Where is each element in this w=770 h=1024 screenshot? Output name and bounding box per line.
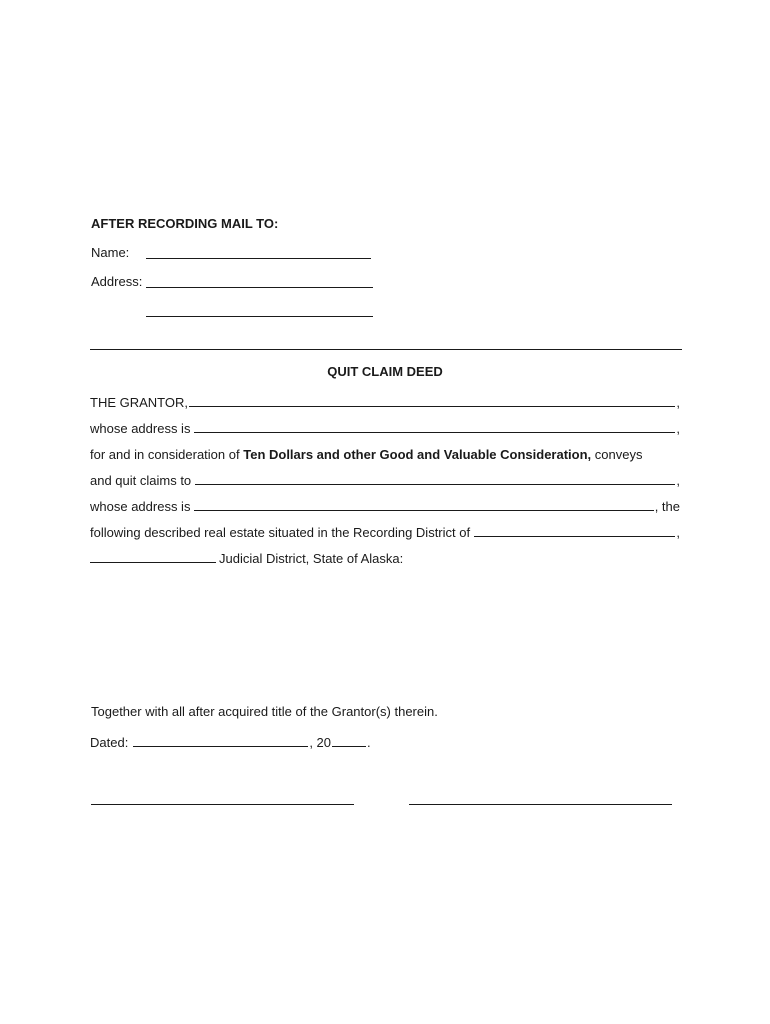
address-label: Address: bbox=[91, 274, 143, 289]
judicial-district-blank[interactable] bbox=[90, 562, 216, 563]
year-prefix: , 20 bbox=[309, 735, 331, 750]
recording-district-line bbox=[90, 522, 680, 540]
consideration-prefix: for and in consideration of bbox=[90, 447, 240, 462]
dated-period: . bbox=[367, 735, 371, 750]
grantee-address-blank[interactable] bbox=[194, 510, 653, 511]
signature-line-left[interactable] bbox=[91, 804, 354, 805]
grantee-blank[interactable] bbox=[195, 484, 675, 485]
grantor-address-blank[interactable] bbox=[194, 432, 675, 433]
grantor-blank[interactable] bbox=[189, 406, 675, 407]
dated-blank[interactable] bbox=[133, 746, 308, 747]
grantor-address-comma: , bbox=[676, 421, 680, 436]
deed-title: QUIT CLAIM DEED bbox=[327, 364, 443, 379]
grantor-address-line bbox=[90, 418, 680, 436]
section-divider bbox=[90, 349, 682, 350]
grantee-comma: , bbox=[676, 473, 680, 488]
grantor-address-label: whose address is bbox=[90, 421, 191, 436]
dated-label: Dated: bbox=[90, 735, 129, 750]
recording-district-label: following described real estate situated in the Recording District of bbox=[90, 525, 471, 540]
consideration-amount: Ten Dollars and other Good and Valuable Consideration, bbox=[243, 447, 592, 462]
mail-to-heading: AFTER RECORDING MAIL TO: bbox=[91, 216, 279, 231]
address-blank-2[interactable] bbox=[146, 316, 373, 317]
grantee-address-label: whose address is bbox=[90, 499, 191, 514]
name-label: Name: bbox=[91, 245, 130, 260]
grantee-line bbox=[90, 470, 680, 488]
judicial-district-line bbox=[90, 548, 680, 566]
recording-district-blank[interactable] bbox=[474, 536, 675, 537]
together-text: Together with all after acquired title of the Grantor(s) therein. bbox=[91, 704, 438, 719]
grantor-line bbox=[90, 392, 680, 410]
grantee-address-the: , the bbox=[654, 499, 680, 514]
grantor-comma: , bbox=[676, 395, 680, 410]
address-blank-1[interactable] bbox=[146, 287, 373, 288]
grantor-label: THE GRANTOR, bbox=[90, 395, 188, 410]
grantee-address-line bbox=[90, 496, 680, 514]
quit-claims-label: and quit claims to bbox=[90, 473, 192, 488]
signature-line-right[interactable] bbox=[409, 804, 672, 805]
recording-district-comma: , bbox=[676, 525, 680, 540]
consideration-line bbox=[90, 444, 680, 462]
year-blank[interactable] bbox=[332, 746, 366, 747]
dated-line bbox=[90, 732, 390, 750]
judicial-district-label: Judicial District, State of Alaska: bbox=[219, 551, 404, 566]
name-blank[interactable] bbox=[146, 258, 371, 259]
consideration-suffix: conveys bbox=[594, 447, 643, 462]
